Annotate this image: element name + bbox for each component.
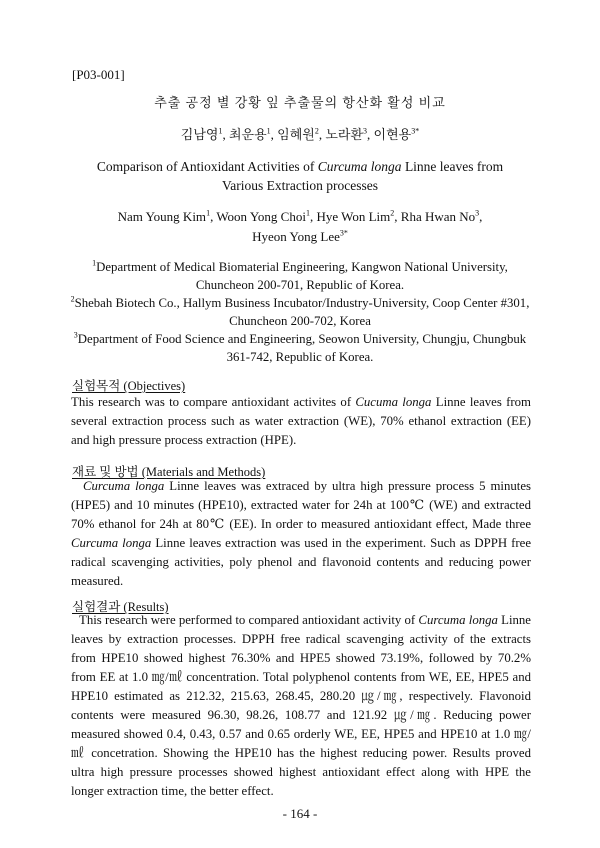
english-authors: Nam Young Kim$^1$, Woon Yong Choi$^1$, Hye Won Lim$^2$, Rha Hwan No$^3$, Hyeon Yong Lee$^{3*}$ [117,208,483,244]
author-ko: 임혜원 [277,127,315,142]
english-title-part: Linne leaves from [401,159,504,174]
author-ko: 최운용 [228,127,267,142]
author-ko-sup: 3* [411,126,420,136]
author-en-sup: 1 [305,208,310,218]
author-en: Woon Yong Choi [216,209,306,224]
author-ko-sup: 3 [363,126,368,136]
objectives-text: This research was to compare antioxidant activites of [71,395,356,409]
affiliation-sup: 1 [92,258,97,268]
author-ko: 이현용 [373,127,412,142]
methods-heading: 재료 및 방법 (Materials and Methods) [72,465,266,479]
affiliation-line: Chuncheon 200-702, Korea [229,314,371,328]
author-ko-sup: 1 [218,126,223,136]
objectives-species: Cucuma longa [355,395,432,409]
affiliation-sup: 2 [70,294,75,304]
affiliation [40,294,560,330]
english-title-line2: Various Extraction processes [222,178,378,193]
author-en-sup: 3 [475,208,480,218]
english-title-part: Comparison of Antioxidant Activities of [96,159,318,174]
results-text: Linne leaves by extraction processes. DPPH free radical scavenging activity of the extracts from HPE10 showed highest 76.30% and HPE5 showed 73.19%, followed by 70.2% from EE at 1.0 ㎎/㎖ concentration. Total polyphenol contents from WE, EE, HPE5 and HPE10 estimated as 212.32, 215.63, 268.45, 280.20 ㎍/㎎, respectively. Flavonoid contents were measured 96.30, 98.26, 108.77 and 121.92 ㎍/㎎. Reducing power measured showed 0.4, 0.43, 0.57 and 0.65 orderly WE, EE, HPE5 and HPE10 at 1.0 ㎎/㎖ concetration. Showing the HPE10 has the highest reducing power. Results proved ultra high pressure processes showed highest antioxidant effect along with HPE the longer extraction time, the better effect. [71,613,531,798]
results-text: This research were performed to compared antioxidant activity of [79,613,419,627]
author-en-sup: 3* [339,228,348,238]
affiliation [40,258,560,294]
author-ko-sup: 1 [266,126,271,136]
objectives-heading: 실험목적 (Objectives) [72,379,186,393]
author-en: Nam Young Kim [117,209,207,224]
results-species: Curcuma longa [418,613,498,627]
abstract-code: [P03-001] [72,67,125,82]
objectives-text: Linne leaves from several extraction process such as water extraction (WE), 70% ethanol extraction (EE) and high pressure process extraction (HPE). [71,395,531,447]
author-en: Rha Hwan No [400,209,476,224]
page-number: - 164 - [282,806,318,821]
author-ko: 노라환 [325,127,364,142]
korean-authors: 김남영$^1$, 최운용$^1$, 임혜원$^2$, 노라환$^3$, 이현용$^{3*}$ [180,126,420,142]
affiliation-line: Department of Medical Biomaterial Engineering, Kangwon National University, [96,260,508,274]
methods-text: Linne leaves was extraced by ultra high pressure process 5 minutes (HPE5) and 10 minutes (HPE10), extracted water for 24h at 100℃ (WE) and extracted 70% ethanol for 24h at 80℃ (EE). In order to measured antioxidant effect, Made three [71,479,531,531]
affiliation-sup: 3 [73,330,78,340]
affiliation-line: Department of Food Science and Engineering, Seowon University, Chungju, Chungbuk [77,332,527,346]
english-title-species: Curcuma longa [317,159,402,174]
author-ko-sup: 2 [314,126,319,136]
methods-text: Linne leaves extraction was used in the experiment. Such as DPPH free radical scavenging activities, poly phenol and flavonoid contents and reducing power measured. [71,536,531,588]
affiliation [40,330,560,366]
author-ko: 김남영 [180,127,219,142]
affiliation-line: Chuncheon 200-701, Republic of Korea. [195,278,405,292]
methods-body [71,477,531,591]
methods-species: Curcuma longa [71,536,152,550]
results-heading: 실험결과 (Results) [72,600,169,614]
korean-title: 추출 공정 별 강황 잎 추출물의 항산화 활성 비교 [154,95,446,110]
objectives-body [71,393,531,450]
results-body [71,611,531,801]
affiliations [40,258,560,366]
author-en-sup: 2 [390,208,395,218]
author-en: Hyeon Yong Lee [252,229,340,244]
author-en-sup: 1 [206,208,211,218]
affiliation-line: 361-742, Republic of Korea. [226,350,374,364]
author-en: Hye Won Lim [316,209,391,224]
methods-species: Curcuma longa [83,479,165,493]
affiliation-line: Shebah Biotech Co., Hallym Business Incubator/Industry-University, Coop Center #301, [74,296,530,310]
english-title [60,157,540,195]
